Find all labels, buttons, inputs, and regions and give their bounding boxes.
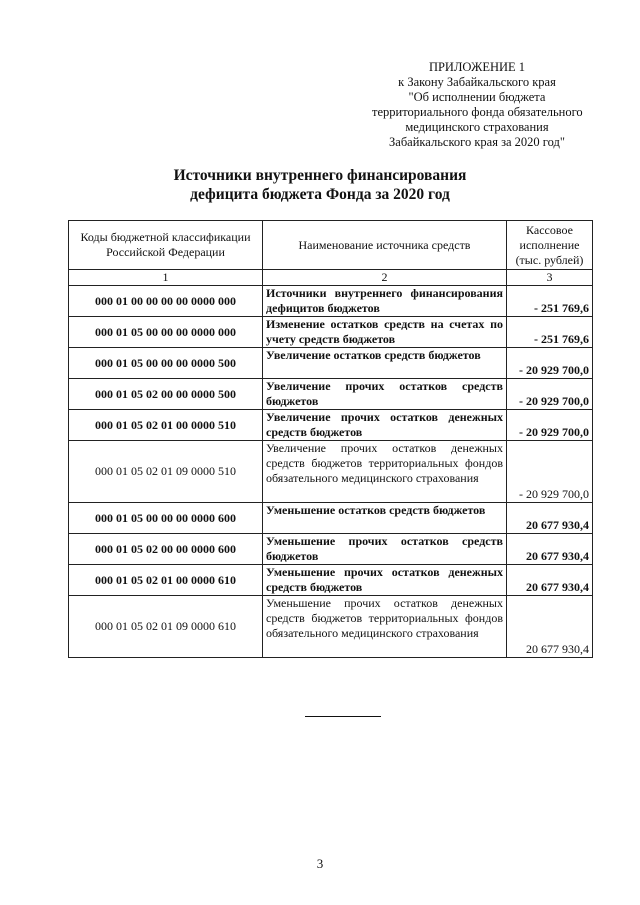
header-name: Наименование источника средств: [263, 221, 507, 270]
row-name: Увеличение прочих остатков денежных средств бюджетов: [263, 410, 507, 441]
appendix-block: [372, 60, 582, 150]
row-code: 000 01 05 00 00 00 0000 600: [69, 503, 263, 534]
row-amount: - 20 929 700,0: [507, 441, 593, 503]
table-row: [69, 286, 593, 317]
row-amount: - 251 769,6: [507, 286, 593, 317]
row-name: Уменьшение прочих остатков денежных средств бюджетов территориальных фондов обязательного медицинского страхования: [263, 596, 507, 658]
appendix-line: к Закону Забайкальского края: [398, 75, 556, 89]
column-number: 2: [263, 270, 507, 286]
row-code: 000 01 05 00 00 00 0000 000: [69, 317, 263, 348]
row-code: 000 01 05 02 01 09 0000 610: [69, 596, 263, 658]
row-name: Увеличение остатков средств бюджетов: [263, 348, 507, 379]
table-row: [69, 410, 593, 441]
row-name: Источники внутреннего финансирования дефицитов бюджетов: [263, 286, 507, 317]
table-row: [69, 596, 593, 658]
row-code: 000 01 05 02 01 00 0000 610: [69, 565, 263, 596]
title-line-1: Источники внутреннего финансирования: [173, 167, 467, 184]
row-amount: - 251 769,6: [507, 317, 593, 348]
appendix-line: Забайкальского края за 2020 год": [389, 135, 565, 149]
row-code: 000 01 00 00 00 00 0000 000: [69, 286, 263, 317]
table-header-row: [69, 221, 593, 270]
row-amount: 20 677 930,4: [507, 534, 593, 565]
column-number-row: [69, 270, 593, 286]
row-amount: 20 677 930,4: [507, 565, 593, 596]
row-name: Увеличение прочих остатков средств бюджетов: [263, 379, 507, 410]
header-amount: Кассовое исполнение (тыс. рублей): [507, 221, 593, 270]
table-row: [69, 565, 593, 596]
row-code: 000 01 05 00 00 00 0000 500: [69, 348, 263, 379]
table-row: [69, 379, 593, 410]
row-name: Уменьшение прочих остатков денежных средств бюджетов: [263, 565, 507, 596]
row-amount: - 20 929 700,0: [507, 348, 593, 379]
table-row: [69, 348, 593, 379]
header-code: Коды бюджетной классификации Российской Федерации: [69, 221, 263, 270]
column-number: 3: [507, 270, 593, 286]
row-name: Уменьшение прочих остатков средств бюджетов: [263, 534, 507, 565]
financing-sources-table: [68, 220, 593, 658]
row-amount: - 20 929 700,0: [507, 410, 593, 441]
row-code: 000 01 05 02 01 09 0000 510: [69, 441, 263, 503]
column-number: 1: [69, 270, 263, 286]
row-name: Изменение остатков средств на счетах по учету средств бюджетов: [263, 317, 507, 348]
title-line-2: дефицита бюджета Фонда за 2020 год: [190, 186, 450, 203]
appendix-line: территориального фонда обязательного: [372, 105, 583, 119]
table-row: [69, 441, 593, 503]
document-title: [80, 166, 560, 204]
table-row: [69, 317, 593, 348]
row-amount: 20 677 930,4: [507, 596, 593, 658]
row-amount: - 20 929 700,0: [507, 379, 593, 410]
appendix-line: медицинского страхования: [405, 120, 549, 134]
row-name: Уменьшение остатков средств бюджетов: [263, 503, 507, 534]
appendix-line: ПРИЛОЖЕНИЕ 1: [428, 60, 526, 74]
row-code: 000 01 05 02 00 00 0000 600: [69, 534, 263, 565]
page-number: 3: [316, 856, 324, 871]
table-row: [69, 534, 593, 565]
appendix-line: "Об исполнении бюджета: [408, 90, 546, 104]
table-row: [69, 503, 593, 534]
row-amount: 20 677 930,4: [507, 503, 593, 534]
row-code: 000 01 05 02 01 00 0000 510: [69, 410, 263, 441]
closing-divider: [305, 716, 381, 717]
row-code: 000 01 05 02 00 00 0000 500: [69, 379, 263, 410]
row-name: Увеличение прочих остатков денежных средств бюджетов территориальных фондов обязательного медицинского страхования: [263, 441, 507, 503]
